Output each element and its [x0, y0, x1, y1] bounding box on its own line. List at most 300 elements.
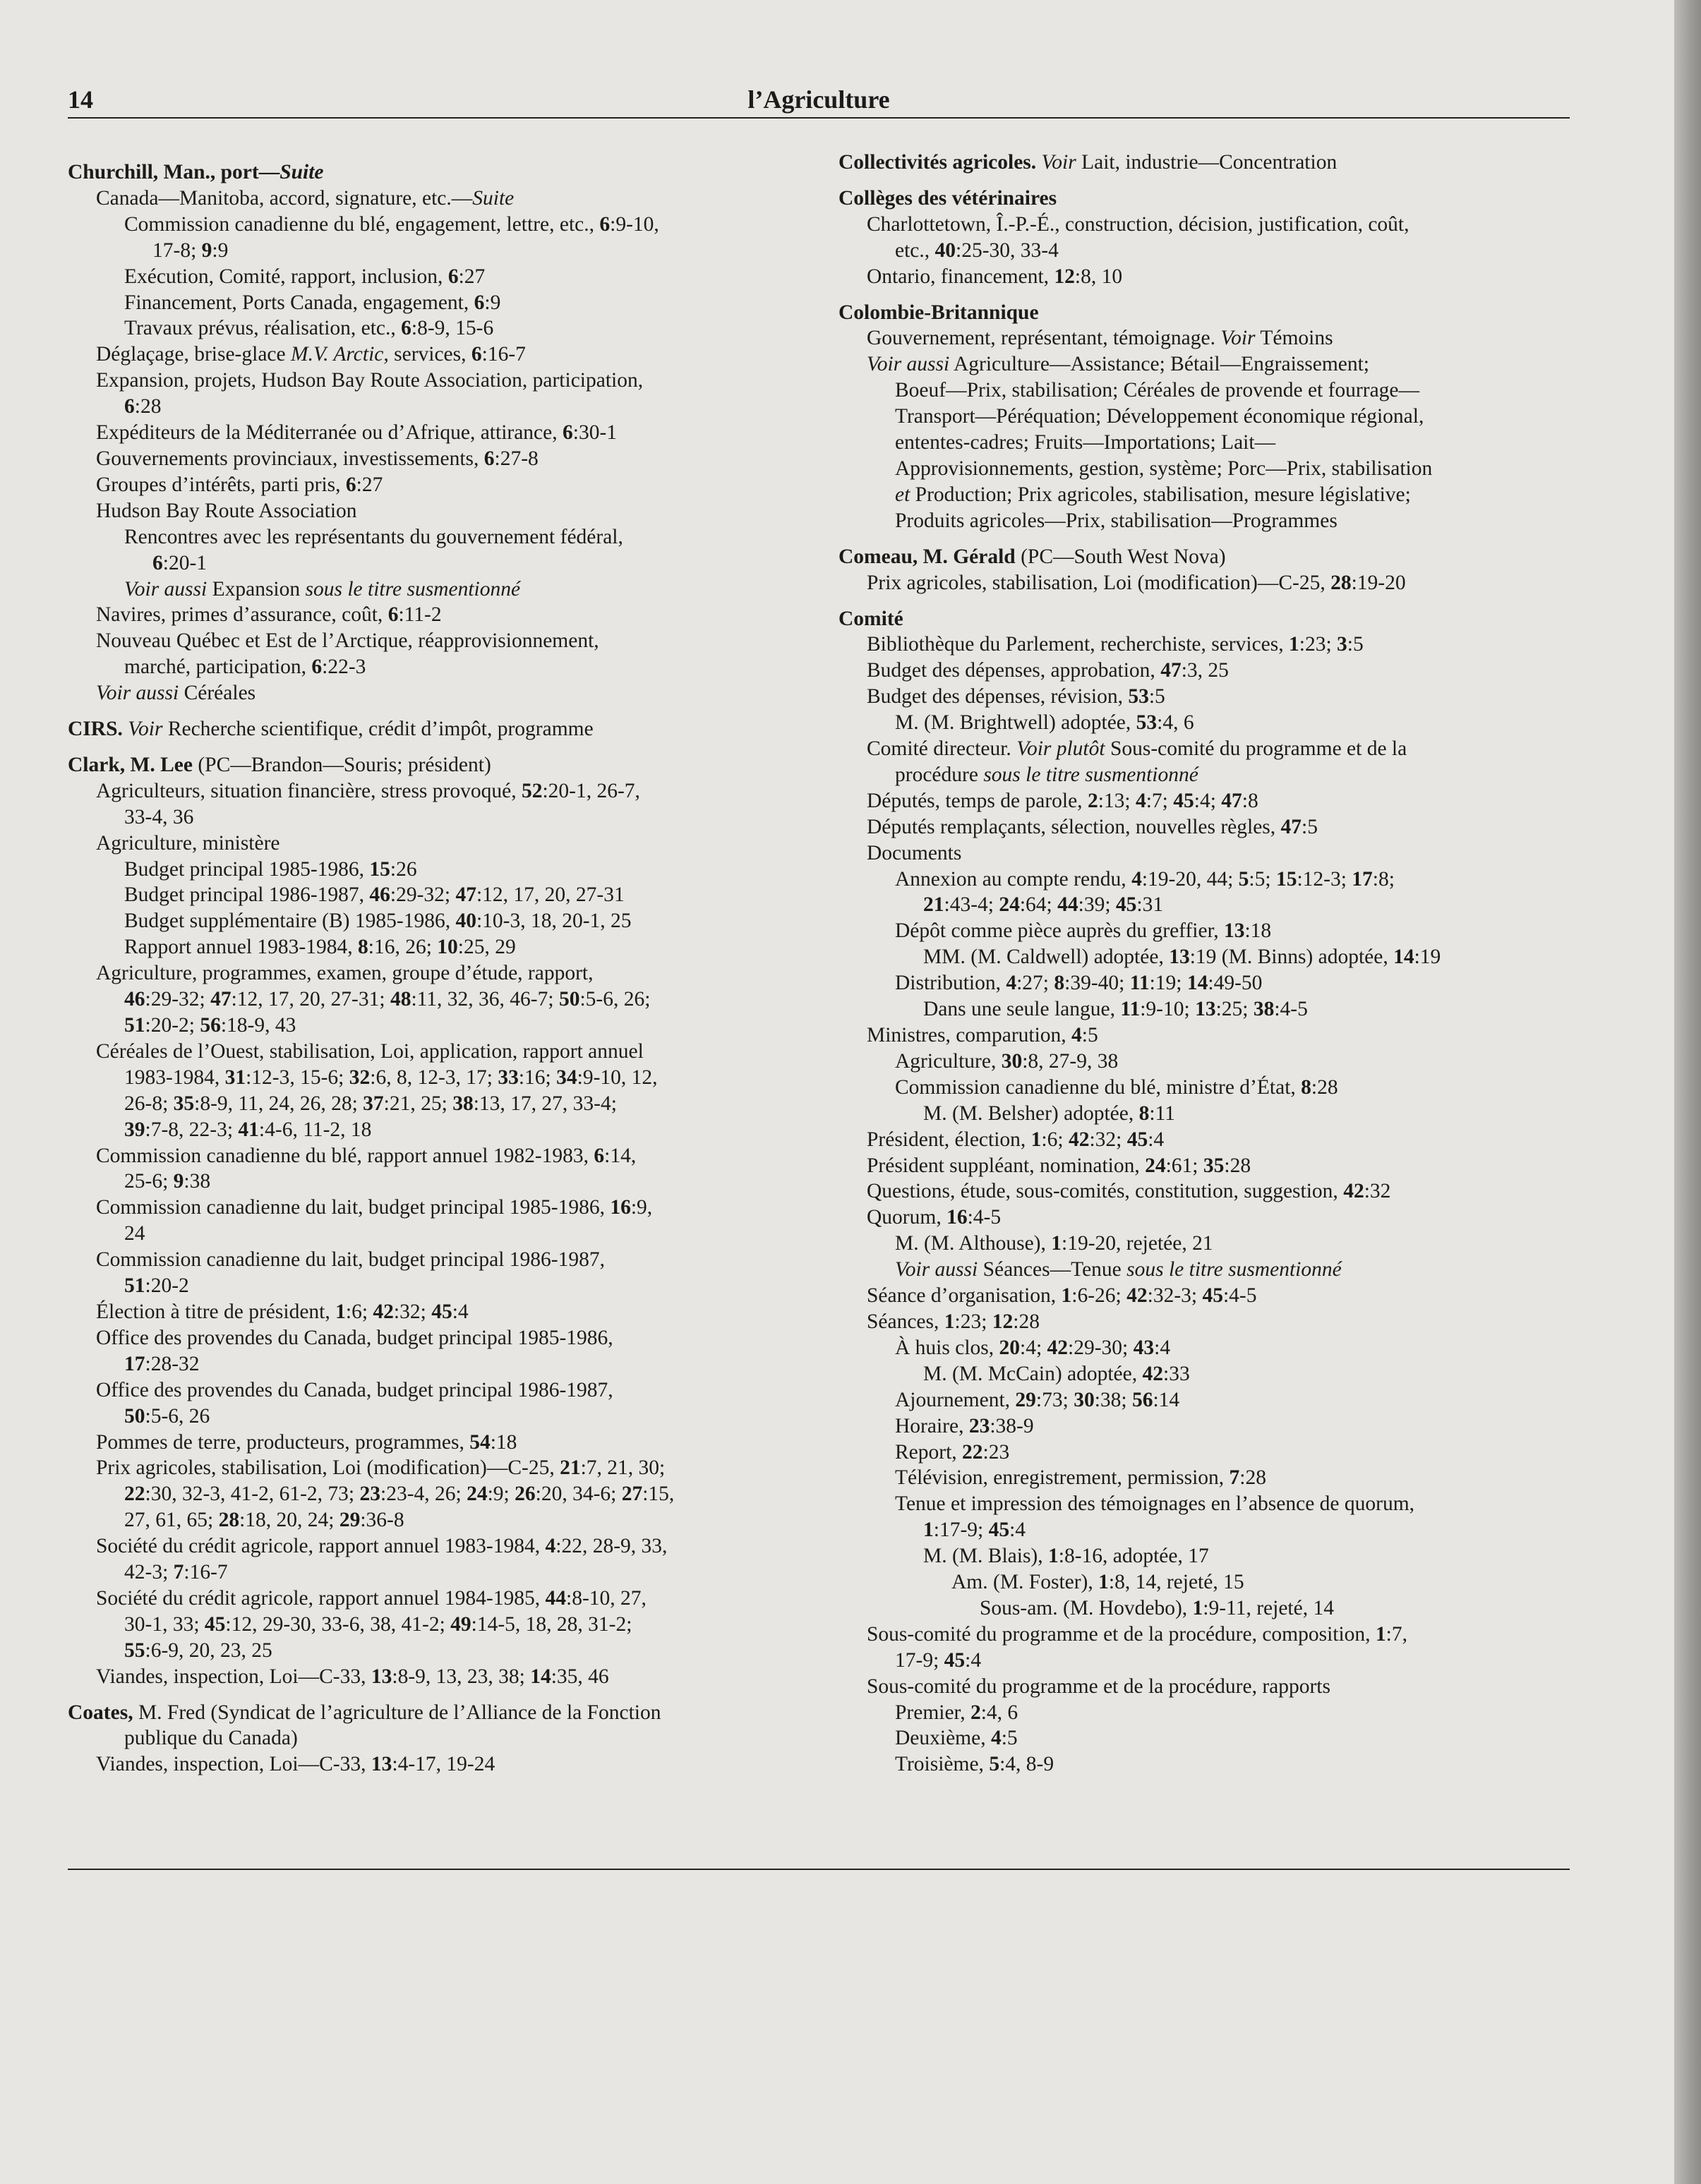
- entry-text: :38: [184, 1170, 211, 1193]
- issue-number: 9: [173, 1170, 184, 1193]
- entry-text: Prix agricoles, stabilisation, Loi (modification)—C-25,: [96, 1456, 560, 1480]
- italic-text: Voir: [1041, 151, 1076, 174]
- index-entry: [68, 1533, 830, 1559]
- entry-text: :16, 26;: [368, 936, 438, 959]
- entry-text: :12-3;: [1297, 867, 1352, 891]
- index-entry: [68, 680, 830, 706]
- entry-text: Sous-comité du programme et de la: [1105, 737, 1407, 761]
- entry-text: Transport—Péréquation; Développement économique régional,: [895, 405, 1424, 428]
- entry-text: Travaux prévus, réalisation, etc.,: [124, 317, 402, 340]
- index-entry: [68, 342, 830, 368]
- index-entry: [839, 788, 1573, 814]
- index-entry: [68, 1013, 830, 1039]
- index-entry: [68, 368, 830, 394]
- issue-number: 23: [968, 1414, 990, 1437]
- index-entry: [68, 1664, 830, 1690]
- entry-text: Recherche scientifique, crédit d’impôt, programme: [162, 718, 594, 741]
- issue-number: Collectivités agricoles.: [839, 151, 1037, 174]
- index-entry: [839, 212, 1573, 238]
- issue-number: 1: [1289, 633, 1299, 656]
- index-entry: [68, 602, 830, 628]
- entry-text: marché, participation,: [124, 656, 312, 679]
- index-entry: [68, 908, 830, 934]
- entry-text: :9: [212, 239, 229, 262]
- entry-text: :43-4;: [944, 893, 999, 917]
- entry-text: Ministres, comparution,: [867, 1024, 1072, 1046]
- index-entry: [839, 1595, 1573, 1622]
- entry-text: MM. (M. Caldwell) adoptée,: [923, 946, 1170, 969]
- index-entry: [839, 456, 1573, 482]
- index-entry: [839, 1101, 1573, 1127]
- entry-text: 1983-1984,: [124, 1066, 225, 1089]
- index-entry: [839, 1049, 1573, 1075]
- entry-text: Office des provendes du Canada, budget principal 1985-1986,: [96, 1326, 613, 1349]
- index-entry: [839, 1075, 1573, 1101]
- entry-text: :27;: [1016, 972, 1054, 995]
- entry-text: Expéditeurs de la Méditerranée ou d’Afrique, attirance,: [96, 421, 563, 445]
- index-entry: [68, 446, 830, 472]
- entry-text: :28: [1311, 1075, 1338, 1099]
- entry-text: Députés, temps de parole,: [867, 789, 1088, 812]
- entry-text: :11, 32, 36, 46-7;: [411, 988, 559, 1011]
- index-entry: [68, 1481, 830, 1507]
- index-entry: [68, 498, 830, 524]
- italic-text: Voir plutôt: [1016, 737, 1105, 761]
- index-entry: [68, 778, 830, 804]
- issue-number: 47: [1280, 815, 1302, 838]
- issue-number: 1: [1051, 1232, 1062, 1255]
- index-entry: [68, 1455, 830, 1481]
- index-entry: [839, 1674, 1573, 1700]
- entry-text: :9-10, 12,: [577, 1066, 658, 1089]
- entry-text: :18: [1244, 919, 1272, 943]
- issue-number: 12: [1054, 265, 1075, 288]
- entry-text: Rencontres avec les représentants du gouvernement fédéral,: [124, 525, 623, 548]
- issue-number: 6: [594, 1144, 605, 1167]
- index-entry: [839, 1622, 1573, 1648]
- entry-text: :9;: [487, 1483, 515, 1506]
- index-entry: [68, 1065, 830, 1091]
- index-entry: [68, 315, 830, 342]
- issue-number: 45: [1126, 1128, 1148, 1151]
- entry-text: Pommes de terre, producteurs, programmes,: [96, 1430, 470, 1454]
- italic-text: et: [895, 483, 910, 506]
- entry-text: M. (M. Althouse),: [895, 1232, 1052, 1255]
- entry-text: :11-2: [398, 603, 442, 627]
- entry-text: publique du Canada): [124, 1727, 298, 1750]
- entry-text: Prix agricoles, stabilisation, Loi (modification)—C-25,: [867, 571, 1331, 594]
- entry-text: [1036, 151, 1041, 174]
- entry-text: :9: [484, 291, 501, 314]
- entry-text: Agriculteurs, situation financière, stress provoqué,: [96, 779, 522, 802]
- entry-text: Commission canadienne du blé, ministre d’État,: [895, 1075, 1302, 1099]
- issue-number: 45: [204, 1612, 226, 1636]
- entry-text: :61;: [1165, 1154, 1203, 1177]
- entry-text: Questions, étude, sous-comités, constitution, suggestion,: [867, 1180, 1344, 1203]
- index-entry: [839, 1543, 1573, 1569]
- issue-number: 27: [621, 1483, 643, 1506]
- issue-number: 1: [1098, 1571, 1109, 1594]
- issue-number: 55: [124, 1639, 145, 1662]
- index-entry: [68, 654, 830, 680]
- issue-number: 11: [1120, 998, 1141, 1021]
- issue-number: 42: [1068, 1128, 1090, 1151]
- entry-text: :12, 17, 20, 27-31: [476, 883, 625, 907]
- index-heading: [839, 606, 1573, 632]
- issue-number: 24: [999, 893, 1020, 917]
- entry-text: :13;: [1098, 789, 1136, 812]
- italic-text: Voir: [1220, 327, 1256, 350]
- entry-text: Comité directeur.: [867, 737, 1017, 761]
- italic-text: Suite: [472, 186, 515, 210]
- issue-number: 46: [124, 988, 145, 1011]
- entry-text: :29-30;: [1068, 1336, 1134, 1359]
- entry-text: Commission canadienne du lait, budget principal 1986-1987,: [96, 1248, 605, 1272]
- issue-number: 11: [1129, 972, 1150, 995]
- entry-text: :36-8: [360, 1509, 404, 1532]
- issue-number: 50: [124, 1404, 145, 1428]
- issue-number: 54: [469, 1430, 491, 1454]
- entry-text: 42-3;: [124, 1561, 174, 1584]
- entry-text: :8, 27-9, 38: [1022, 1049, 1119, 1073]
- issue-number: 45: [988, 1519, 1010, 1542]
- index-entry: [68, 1725, 830, 1751]
- entry-text: :20-2;: [145, 1014, 200, 1037]
- entry-text: Tenue et impression des témoignages en l’absence de quorum,: [895, 1492, 1415, 1516]
- entry-text: :28-32: [145, 1352, 200, 1375]
- issue-number: 45: [1115, 893, 1137, 917]
- index-entry: [68, 1169, 830, 1195]
- entry-text: Nouveau Québec et Est de l’Arctique, réapprovisionnement,: [96, 629, 599, 653]
- index-entry: [68, 472, 830, 498]
- entry-text: Dépôt comme pièce auprès du greffier,: [895, 919, 1224, 943]
- index-entry: [839, 325, 1573, 351]
- entry-text: :4-5: [1274, 998, 1308, 1021]
- index-entry: [68, 1430, 830, 1456]
- entry-text: :15,: [642, 1483, 675, 1506]
- issue-number: 45: [944, 1648, 966, 1672]
- issue-number: 12: [992, 1310, 1014, 1333]
- issue-number: 6: [152, 551, 163, 574]
- entry-text: Agriculture,: [895, 1049, 1002, 1073]
- issue-number: 4: [1006, 972, 1017, 995]
- entry-text: :9,: [630, 1196, 653, 1219]
- entry-text: 25-6;: [124, 1170, 174, 1193]
- entry-text: Budget supplémentaire (B) 1985-1986,: [124, 910, 456, 933]
- entry-text: :16;: [518, 1066, 557, 1089]
- entry-text: Rapport annuel 1983-1984,: [124, 936, 358, 959]
- index-entry: [68, 1325, 830, 1351]
- index-entry: [839, 1440, 1573, 1466]
- entry-text: :8-9, 15-6: [411, 317, 494, 340]
- footer-rule: [68, 1869, 1570, 1870]
- index-entry: [839, 867, 1573, 893]
- issue-number: 8: [358, 936, 368, 959]
- entry-text: 26-8;: [124, 1092, 174, 1115]
- entry-text: Expansion: [207, 577, 306, 601]
- issue-number: Coates,: [68, 1701, 133, 1724]
- entry-text: Président, élection,: [867, 1128, 1031, 1151]
- index-entry: [839, 238, 1573, 264]
- entry-text: :5: [1081, 1024, 1098, 1046]
- issue-number: 48: [390, 988, 411, 1011]
- issue-number: 6: [563, 421, 573, 445]
- index-entry: [68, 238, 830, 264]
- entry-text: :4, 6: [1157, 711, 1194, 735]
- entry-text: Céréales: [179, 682, 256, 705]
- issue-number: 4: [545, 1535, 556, 1558]
- issue-number: 6: [599, 212, 611, 236]
- issue-number: 6: [474, 291, 485, 314]
- issue-number: 24: [467, 1483, 488, 1506]
- entry-text: Sous-comité du programme et de la procédure, composition,: [867, 1622, 1376, 1646]
- entry-text: Horaire,: [895, 1414, 969, 1437]
- entry-text: :4, 6: [980, 1701, 1018, 1724]
- entry-text: :4: [452, 1300, 469, 1323]
- entry-text: Deuxième,: [895, 1727, 991, 1750]
- issue-number: 53: [1128, 685, 1149, 708]
- entry-text: :25;: [1215, 998, 1254, 1021]
- issue-number: 44: [545, 1586, 566, 1610]
- index-entry: [839, 570, 1573, 596]
- index-entry: [839, 1205, 1573, 1231]
- index-entry: [839, 378, 1573, 404]
- issue-number: 42: [1142, 1362, 1163, 1385]
- entry-text: :27: [356, 473, 383, 496]
- entry-text: :6-26;: [1071, 1284, 1127, 1308]
- index-heading: [839, 186, 1573, 212]
- italic-text: sous le titre susmentionné: [305, 577, 521, 601]
- header-rule: [68, 117, 1570, 119]
- entry-text: ententes-cadres; Fruits—Importations; Lait—: [895, 431, 1276, 454]
- entry-text: :8-9, 13, 23, 38;: [392, 1665, 531, 1688]
- entry-text: :18-9, 43: [220, 1014, 296, 1037]
- index-entry: [839, 1751, 1573, 1778]
- issue-number: 45: [1173, 789, 1194, 812]
- entry-text: :4-6, 11-2, 18: [258, 1118, 372, 1141]
- issue-number: 13: [1195, 998, 1216, 1021]
- entry-text: Gouvernements provinciaux, investissements,: [96, 447, 484, 470]
- index-entry: [839, 918, 1573, 944]
- index-entry: [68, 628, 830, 654]
- entry-text: :25-30, 33-4: [956, 239, 1059, 262]
- entry-text: Sous-am. (M. Hovdebo),: [980, 1596, 1193, 1619]
- entry-text: (PC—South West Nova): [1015, 545, 1226, 568]
- index-heading: [68, 1700, 830, 1726]
- entry-text: Exécution, Comité, rapport, inclusion,: [124, 265, 448, 288]
- entry-text: :5: [1302, 815, 1318, 838]
- issue-number: 21: [923, 893, 944, 917]
- entry-text: Documents: [867, 841, 962, 864]
- issue-number: 6: [471, 343, 482, 366]
- issue-number: 13: [1223, 919, 1245, 943]
- entry-text: :4-5: [1222, 1284, 1257, 1308]
- entry-text: :31: [1136, 893, 1164, 917]
- entry-text: 33-4, 36: [124, 805, 194, 828]
- entry-text: Agriculture—Assistance; Bétail—Engraissement;: [949, 353, 1370, 376]
- index-heading: [839, 150, 1573, 176]
- index-entry: [68, 1039, 830, 1065]
- entry-text: Société du crédit agricole, rapport annuel 1984-1985,: [96, 1586, 546, 1610]
- entry-text: Députés remplaçants, sélection, nouvelles règles,: [867, 815, 1281, 838]
- entry-text: Canada—Manitoba, accord, signature, etc.—: [96, 186, 473, 210]
- entry-text: Séances,: [867, 1310, 944, 1333]
- entry-text: 17-9;: [895, 1648, 944, 1672]
- index-entry: [839, 840, 1573, 867]
- entry-text: Commission canadienne du blé, engagement, lettre, etc.,: [124, 212, 600, 236]
- italic-text: Voir aussi: [867, 353, 950, 376]
- entry-text: :21, 25;: [383, 1092, 453, 1115]
- entry-text: :19: [1414, 946, 1441, 969]
- italic-text: M.V. Arctic,: [291, 343, 389, 366]
- index-entry: [839, 658, 1573, 684]
- issue-number: Colombie-Britannique: [839, 301, 1039, 324]
- italic-text: sous le titre susmentionné: [983, 763, 1198, 786]
- entry-text: Société du crédit agricole, rapport annuel 1983-1984,: [96, 1535, 546, 1558]
- entry-text: :16-7: [481, 343, 526, 366]
- entry-text: Viandes, inspection, Loi—C-33,: [96, 1753, 371, 1776]
- entry-text: :11: [1149, 1102, 1175, 1125]
- entry-text: :23;: [1299, 633, 1338, 656]
- issue-number: 35: [1203, 1154, 1225, 1177]
- entry-text: :28: [1224, 1154, 1251, 1177]
- entry-text: M. (M. Blais),: [923, 1545, 1048, 1568]
- index-entry: [839, 1335, 1573, 1361]
- issue-number: 1: [944, 1310, 955, 1333]
- entry-text: Annexion au compte rendu,: [895, 867, 1132, 891]
- index-entry: [839, 632, 1573, 658]
- entry-text: Production; Prix agricoles, stabilisation, mesure législative;: [910, 483, 1411, 506]
- entry-text: (PC—Brandon—Souris; président): [192, 753, 491, 776]
- issue-number: 6: [345, 473, 356, 496]
- issue-number: 28: [1330, 571, 1352, 594]
- issue-number: 13: [371, 1665, 392, 1688]
- issue-number: 32: [349, 1066, 371, 1089]
- entry-text: Ajournement,: [895, 1388, 1016, 1411]
- entry-text: Gouvernement, représentant, témoignage.: [867, 327, 1221, 350]
- index-entry: [839, 970, 1573, 996]
- issue-number: Collèges des vétérinaires: [839, 186, 1057, 210]
- index-entry: [68, 212, 830, 238]
- index-entry: [839, 736, 1573, 762]
- italic-text: sous le titre susmentionné: [1126, 1258, 1342, 1281]
- index-entry: [68, 420, 830, 446]
- index-column-left: [68, 150, 830, 1778]
- entry-text: procédure: [895, 763, 984, 786]
- index-entry: [68, 1273, 830, 1299]
- index-heading: [839, 544, 1573, 570]
- entry-text: :38-9: [990, 1414, 1034, 1437]
- entry-text: :5-6, 26;: [579, 988, 651, 1011]
- issue-number: 56: [200, 1014, 221, 1037]
- entry-text: :4: [1154, 1336, 1171, 1359]
- entry-text: :8, 10: [1074, 265, 1123, 288]
- entry-text: :6-9, 20, 23, 25: [145, 1639, 272, 1662]
- index-entry: [68, 1612, 830, 1638]
- entry-text: :26: [390, 857, 417, 881]
- entry-text: :12, 17, 20, 27-31;: [231, 988, 390, 1011]
- entry-text: Hudson Bay Route Association: [96, 499, 357, 522]
- entry-text: M. (M. Brightwell) adoptée,: [895, 711, 1136, 735]
- entry-text: :9-11, rejeté, 14: [1203, 1596, 1334, 1619]
- issue-number: 31: [224, 1066, 246, 1089]
- index-entry: [68, 1351, 830, 1377]
- entry-text: :19-20, rejetée, 21: [1062, 1232, 1213, 1255]
- issue-number: 26: [515, 1483, 536, 1506]
- entry-text: :32: [1364, 1180, 1391, 1203]
- issue-number: 5: [1238, 867, 1249, 891]
- index-entry: [839, 1127, 1573, 1153]
- entry-text: :7;: [1146, 789, 1174, 812]
- issue-number: 8: [1054, 972, 1065, 995]
- entry-text: M. Fred (Syndicat de l’agriculture de l’Alliance de la Fonction: [133, 1701, 661, 1724]
- entry-text: :23: [982, 1440, 1010, 1464]
- entry-text: Séance d’organisation,: [867, 1284, 1062, 1308]
- entry-text: :28: [1239, 1466, 1266, 1490]
- entry-text: :29-32;: [145, 988, 211, 1011]
- entry-text: :4;: [1020, 1336, 1047, 1359]
- entry-text: :8-16, adoptée, 17: [1058, 1545, 1209, 1568]
- entry-text: Suite: [280, 161, 324, 183]
- issue-number: 35: [173, 1092, 195, 1115]
- index-entry: [839, 1569, 1573, 1595]
- entry-text: :5: [1148, 685, 1165, 708]
- entry-text: À huis clos,: [895, 1336, 999, 1359]
- entry-text: :8: [1242, 789, 1258, 812]
- issue-number: 6: [387, 603, 399, 627]
- index-entry: [839, 1361, 1573, 1387]
- entry-text: services,: [388, 343, 471, 366]
- entry-text: Élection à titre de président,: [96, 1300, 336, 1323]
- index-entry: [68, 1195, 830, 1221]
- entry-text: Commission canadienne du blé, rapport annuel 1982-1983,: [96, 1144, 594, 1167]
- index-entry: [839, 508, 1573, 534]
- entry-text: :30, 32-3, 41-2, 61-2, 73;: [145, 1483, 360, 1506]
- index-entry: [839, 1517, 1573, 1543]
- index-heading: [68, 716, 830, 742]
- index-entry: [68, 987, 830, 1013]
- index-entry: [68, 882, 830, 908]
- issue-number: 6: [311, 656, 323, 679]
- entry-text: Am. (M. Foster),: [951, 1571, 1099, 1594]
- index-entry: [68, 1143, 830, 1169]
- issue-number: 42: [1126, 1284, 1148, 1308]
- index-entry: [68, 804, 830, 831]
- entry-text: :5;: [1249, 867, 1276, 891]
- entry-text: M. (M. Belsher) adoptée,: [923, 1102, 1139, 1125]
- index-entry: [839, 1413, 1573, 1440]
- entry-text: :5: [1347, 633, 1364, 656]
- entry-text: :14-5, 18, 28, 31-2;: [471, 1612, 632, 1636]
- index-entry: [839, 944, 1573, 970]
- entry-text: :18, 20, 24;: [239, 1509, 339, 1532]
- index-entry: [839, 1725, 1573, 1751]
- italic-text: Voir aussi: [96, 682, 179, 705]
- entry-text: :33: [1163, 1362, 1190, 1385]
- issue-number: 4: [990, 1727, 1002, 1750]
- entry-text: Témoins: [1255, 327, 1333, 350]
- index-entry: [839, 684, 1573, 710]
- entry-text: :7, 21, 30;: [580, 1456, 666, 1480]
- entry-text: :27-8: [494, 447, 539, 470]
- entry-text: :4, 8-9: [999, 1753, 1054, 1776]
- issue-number: 4: [1135, 789, 1146, 812]
- index-entry: [839, 482, 1573, 508]
- entry-text: :30-1: [572, 421, 618, 445]
- entry-text: :38;: [1094, 1388, 1132, 1411]
- issue-number: 1: [1061, 1284, 1072, 1308]
- italic-text: Voir aussi: [124, 577, 208, 601]
